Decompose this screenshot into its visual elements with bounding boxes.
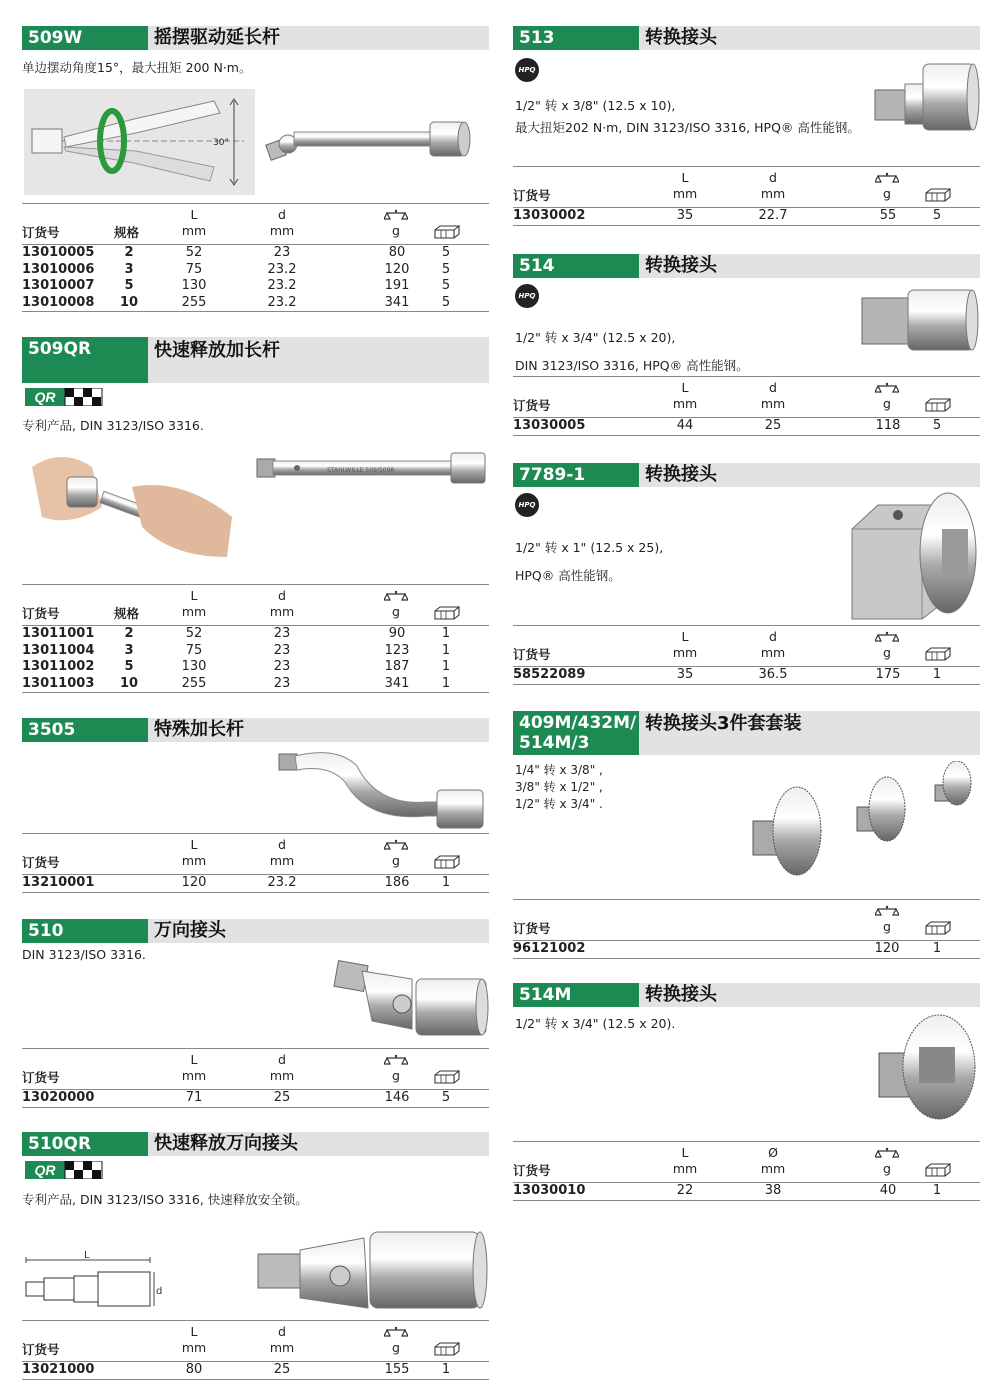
col-order: 订货号 bbox=[22, 855, 60, 870]
dim-d-label: d bbox=[156, 1286, 163, 1297]
section-3505 bbox=[22, 718, 489, 898]
cell-order-number: 13030005 bbox=[513, 418, 586, 433]
col-weight-unit: g bbox=[392, 853, 400, 868]
cell-weight: 155 bbox=[384, 1362, 410, 1377]
col-spec: 规格 bbox=[114, 606, 140, 621]
col-weight-unit: g bbox=[392, 223, 400, 238]
col-weight-unit: g bbox=[883, 396, 891, 411]
package-icon bbox=[434, 1070, 460, 1084]
cell-order-number: 13010007 bbox=[22, 278, 95, 293]
weight-icon bbox=[384, 1326, 408, 1340]
col-diameter-unit: mm bbox=[760, 1161, 786, 1176]
table-row bbox=[513, 1183, 980, 1200]
col-l: L bbox=[681, 1145, 689, 1160]
col-l: L bbox=[681, 170, 689, 185]
qr-logo-icon bbox=[25, 1161, 103, 1179]
cell-order-number: 13011003 bbox=[22, 675, 95, 691]
section-7789-1 bbox=[513, 463, 980, 693]
col-order: 订货号 bbox=[22, 1070, 60, 1085]
col-l: L bbox=[190, 588, 198, 603]
product-title: 转换接头3件套套装 bbox=[645, 713, 802, 734]
cell-order-number: 58522089 bbox=[513, 667, 586, 682]
product-title: 转换接头 bbox=[645, 984, 717, 1005]
spec-table bbox=[513, 1141, 980, 1201]
cell-spec: 5 bbox=[124, 659, 134, 674]
cell-diameter: 23.2 bbox=[267, 875, 297, 890]
cell-weight: 40 bbox=[879, 1183, 897, 1198]
table-body bbox=[22, 875, 489, 893]
cell-diameter: 36.5 bbox=[758, 667, 788, 682]
package-icon bbox=[925, 398, 951, 412]
cell-length: 71 bbox=[185, 1090, 203, 1105]
col-d-unit: mm bbox=[760, 645, 786, 660]
cell-package-qty: 5 bbox=[441, 245, 451, 260]
product-title: 转换接头 bbox=[645, 27, 717, 48]
cell-spec: 2 bbox=[124, 626, 134, 641]
package-icon bbox=[434, 606, 460, 620]
qr-logo-icon bbox=[25, 388, 103, 406]
col-d-unit: mm bbox=[269, 604, 295, 619]
cell-order-number: 13010008 bbox=[22, 294, 95, 310]
product-code: 513 bbox=[513, 26, 639, 50]
package-icon bbox=[925, 1163, 951, 1177]
cell-diameter: 23 bbox=[273, 675, 291, 691]
col-order: 订货号 bbox=[513, 398, 551, 413]
col-l-unit: mm bbox=[181, 1068, 207, 1083]
table-row bbox=[513, 941, 980, 958]
col-weight-unit: g bbox=[883, 1161, 891, 1176]
col-l: L bbox=[190, 1052, 198, 1067]
cell-diameter: 23 bbox=[273, 659, 291, 674]
cell-weight: 341 bbox=[384, 675, 410, 691]
cell-order-number: 13010006 bbox=[22, 261, 95, 277]
spec-table bbox=[513, 899, 980, 959]
cell-diameter: 25 bbox=[273, 1090, 291, 1105]
package-icon bbox=[434, 1342, 460, 1356]
col-d: d bbox=[769, 170, 777, 185]
swing-diagram bbox=[24, 89, 255, 195]
cell-spec: 10 bbox=[119, 675, 139, 691]
cell-length: 120 bbox=[181, 875, 207, 890]
dimension-drawing bbox=[22, 1248, 172, 1318]
adapter-image bbox=[848, 489, 980, 623]
cell-weight: 80 bbox=[388, 245, 406, 260]
col-l-unit: mm bbox=[181, 1340, 207, 1355]
table-body bbox=[22, 1090, 489, 1108]
col-l-unit: mm bbox=[672, 186, 698, 201]
cell-spec: 3 bbox=[124, 642, 134, 658]
table-header bbox=[22, 1048, 489, 1090]
table-row bbox=[22, 295, 489, 312]
col-l: L bbox=[681, 629, 689, 644]
weight-icon bbox=[875, 631, 899, 645]
brand-engraving: STAHLWILLE 509/509R bbox=[327, 467, 395, 474]
col-d: d bbox=[278, 1052, 286, 1067]
product-code-line2: 514M/3 bbox=[519, 733, 590, 753]
table-row bbox=[22, 659, 489, 676]
cell-order-number: 13030002 bbox=[513, 208, 586, 223]
svg-text:QR: QR bbox=[34, 1162, 56, 1178]
table-row bbox=[22, 676, 489, 693]
col-weight-unit: g bbox=[883, 186, 891, 201]
table-header bbox=[22, 833, 489, 875]
table-header bbox=[513, 625, 980, 667]
table-body bbox=[513, 1183, 980, 1201]
col-l-unit: mm bbox=[672, 645, 698, 660]
cell-length: 52 bbox=[185, 626, 203, 641]
package-icon bbox=[434, 225, 460, 239]
table-row bbox=[22, 875, 489, 892]
product-desc: DIN 3123/ISO 3316. bbox=[22, 947, 146, 962]
col-order: 订货号 bbox=[513, 1163, 551, 1178]
table-row bbox=[513, 418, 980, 435]
cell-package-qty: 5 bbox=[441, 1090, 451, 1105]
col-order: 订货号 bbox=[22, 606, 60, 621]
cell-package-qty: 1 bbox=[441, 626, 451, 641]
cell-diameter: 23 bbox=[273, 642, 291, 658]
hpq-logo-icon: HPQ bbox=[515, 284, 539, 308]
cell-diameter: 22.7 bbox=[758, 208, 788, 223]
table-header bbox=[513, 899, 980, 941]
table-row bbox=[513, 208, 980, 225]
spec-table bbox=[513, 376, 980, 436]
cell-length: 130 bbox=[181, 278, 207, 293]
cell-weight: 120 bbox=[874, 941, 900, 956]
col-d-unit: mm bbox=[269, 1068, 295, 1083]
cell-order-number: 13210001 bbox=[22, 875, 95, 890]
weight-icon bbox=[875, 172, 899, 186]
cell-length: 255 bbox=[181, 294, 207, 310]
cell-weight: 55 bbox=[879, 208, 897, 223]
cell-package-qty: 1 bbox=[441, 675, 451, 691]
table-row bbox=[22, 626, 489, 643]
col-l-unit: mm bbox=[181, 223, 207, 238]
cell-weight: 341 bbox=[384, 294, 410, 310]
qr-universal-joint-image bbox=[254, 1224, 489, 1314]
table-body bbox=[22, 245, 489, 312]
product-desc: 专利产品, DIN 3123/ISO 3316, 快速释放安全锁。 bbox=[22, 1192, 308, 1207]
table-row bbox=[22, 643, 489, 660]
section-510qr bbox=[22, 1132, 489, 1392]
col-d: d bbox=[769, 629, 777, 644]
size-desc: 1/2" 转 x 1" (12.5 x 25), bbox=[515, 540, 664, 555]
table-header bbox=[513, 166, 980, 208]
cell-diameter: 23.2 bbox=[267, 278, 297, 293]
col-diameter: Ø bbox=[768, 1145, 778, 1160]
col-d-unit: mm bbox=[760, 396, 786, 411]
cell-weight: 90 bbox=[388, 626, 406, 641]
cell-package-qty: 5 bbox=[932, 418, 942, 433]
cell-weight: 123 bbox=[384, 642, 410, 658]
cell-package-qty: 1 bbox=[441, 875, 451, 890]
product-code: 514 bbox=[513, 254, 639, 278]
col-d-unit: mm bbox=[269, 853, 295, 868]
cell-length: 75 bbox=[185, 642, 203, 658]
col-d: d bbox=[278, 207, 286, 222]
hand-demo-image bbox=[22, 447, 240, 562]
table-header bbox=[22, 203, 489, 245]
col-l-unit: mm bbox=[672, 396, 698, 411]
cell-order-number: 13030010 bbox=[513, 1183, 586, 1198]
col-d-unit: mm bbox=[269, 223, 295, 238]
weight-icon bbox=[384, 1054, 408, 1068]
cell-spec: 10 bbox=[119, 294, 139, 310]
section-510 bbox=[22, 919, 489, 1109]
product-code: 514M bbox=[513, 983, 639, 1007]
package-icon bbox=[925, 921, 951, 935]
table-header bbox=[513, 1141, 980, 1183]
cell-package-qty: 5 bbox=[441, 294, 451, 310]
universal-joint-image bbox=[332, 949, 489, 1044]
col-weight-unit: g bbox=[392, 1340, 400, 1355]
cell-weight: 175 bbox=[875, 667, 901, 682]
table-body bbox=[513, 941, 980, 959]
package-icon bbox=[925, 188, 951, 202]
table-row bbox=[22, 245, 489, 262]
cell-order-number: 96121002 bbox=[513, 941, 586, 956]
col-weight-unit: g bbox=[883, 645, 891, 660]
spec-table bbox=[513, 625, 980, 685]
cell-order-number: 13011001 bbox=[22, 626, 95, 641]
cell-diameter: 23 bbox=[273, 626, 291, 641]
cell-spec: 5 bbox=[124, 278, 134, 293]
col-order: 订货号 bbox=[22, 1342, 60, 1357]
section-514 bbox=[513, 254, 980, 444]
cell-package-qty: 5 bbox=[441, 261, 451, 277]
weight-icon bbox=[384, 839, 408, 853]
col-order: 订货号 bbox=[513, 647, 551, 662]
cell-diameter: 25 bbox=[273, 1362, 291, 1377]
cell-package-qty: 5 bbox=[441, 278, 451, 293]
adapter-image bbox=[858, 286, 980, 356]
product-code: 509W bbox=[22, 26, 148, 50]
cell-length: 35 bbox=[676, 208, 694, 223]
product-code: 510 bbox=[22, 919, 148, 943]
col-spec: 规格 bbox=[114, 225, 140, 240]
package-icon bbox=[925, 647, 951, 661]
col-order: 订货号 bbox=[513, 921, 551, 936]
cell-package-qty: 1 bbox=[932, 1183, 942, 1198]
col-l-unit: mm bbox=[672, 1161, 698, 1176]
cell-weight: 120 bbox=[384, 261, 410, 277]
hpq-logo-icon: HPQ bbox=[515, 58, 539, 82]
table-row bbox=[22, 278, 489, 295]
col-weight-unit: g bbox=[392, 604, 400, 619]
adapter-image bbox=[873, 56, 980, 136]
size-line-2: 3/8" 转 x 1/2" , bbox=[515, 780, 603, 794]
weight-icon bbox=[875, 905, 899, 919]
spec-table bbox=[513, 166, 980, 226]
col-d: d bbox=[769, 380, 777, 395]
cell-order-number: 13021000 bbox=[22, 1362, 95, 1377]
product-title: 摇摆驱动延长杆 bbox=[154, 27, 280, 48]
product-title: 转换接头 bbox=[645, 464, 717, 485]
product-title: 转换接头 bbox=[645, 255, 717, 276]
table-row bbox=[22, 1362, 489, 1379]
table-header bbox=[22, 1320, 489, 1362]
cell-order-number: 13010005 bbox=[22, 245, 95, 260]
table-body bbox=[513, 418, 980, 436]
product-desc: 最大扭矩202 N·m, DIN 3123/ISO 3316, HPQ® 高性能钢。 bbox=[515, 120, 860, 135]
cell-diameter: 38 bbox=[764, 1183, 782, 1198]
cell-length: 52 bbox=[185, 245, 203, 260]
cell-length: 75 bbox=[185, 261, 203, 277]
weight-icon bbox=[384, 209, 408, 223]
cell-package-qty: 1 bbox=[441, 659, 451, 674]
product-title: 万向接头 bbox=[154, 920, 226, 941]
adapter-set-image bbox=[745, 761, 980, 891]
col-l-unit: mm bbox=[181, 853, 207, 868]
package-icon bbox=[434, 855, 460, 869]
table-header bbox=[22, 584, 489, 626]
table-body bbox=[513, 208, 980, 226]
adapter-image bbox=[875, 1013, 980, 1125]
product-title: 快速释放万向接头 bbox=[154, 1133, 298, 1154]
table-body bbox=[22, 626, 489, 693]
section-514m bbox=[513, 983, 980, 1213]
col-order: 订货号 bbox=[513, 188, 551, 203]
col-d: d bbox=[278, 588, 286, 603]
cell-package-qty: 5 bbox=[932, 208, 942, 223]
cell-length: 44 bbox=[676, 418, 694, 433]
table-body bbox=[513, 667, 980, 685]
cell-weight: 118 bbox=[875, 418, 901, 433]
col-d-unit: mm bbox=[760, 186, 786, 201]
col-weight-unit: g bbox=[392, 1068, 400, 1083]
cell-length: 22 bbox=[676, 1183, 694, 1198]
cell-package-qty: 1 bbox=[441, 1362, 451, 1377]
table-body bbox=[22, 1362, 489, 1380]
cell-package-qty: 1 bbox=[932, 667, 942, 682]
product-code-line1: 409M/432M/ bbox=[519, 713, 637, 733]
cell-order-number: 13011004 bbox=[22, 642, 95, 658]
cell-length: 35 bbox=[676, 667, 694, 682]
cell-weight: 146 bbox=[384, 1090, 410, 1105]
size-line-3: 1/2" 转 x 3/4" . bbox=[515, 797, 603, 811]
col-l: L bbox=[190, 1324, 198, 1339]
spec-table bbox=[22, 1320, 489, 1380]
col-order: 订货号 bbox=[22, 225, 60, 240]
size-line-1: 1/4" 转 x 3/8" , bbox=[515, 763, 603, 777]
section-509w bbox=[22, 26, 489, 316]
angle-label: 30° bbox=[213, 138, 229, 148]
cell-spec: 3 bbox=[124, 261, 134, 277]
col-l: L bbox=[190, 207, 198, 222]
section-509qr bbox=[22, 337, 489, 697]
size-desc: 1/2" 转 x 3/4" (12.5 x 20). bbox=[515, 1016, 676, 1031]
size-desc: 1/2" 转 x 3/8" (12.5 x 10), bbox=[515, 98, 676, 113]
col-l: L bbox=[190, 837, 198, 852]
product-desc: DIN 3123/ISO 3316, HPQ® 高性能钢。 bbox=[515, 358, 749, 373]
size-desc: 1/2" 转 x 3/4" (12.5 x 20), bbox=[515, 330, 676, 345]
product-code: 7789-1 bbox=[513, 463, 639, 487]
weight-icon bbox=[384, 590, 408, 604]
spec-table bbox=[22, 833, 489, 893]
svg-text:QR: QR bbox=[34, 389, 56, 405]
table-row bbox=[22, 1090, 489, 1107]
product-code: 510QR bbox=[22, 1132, 148, 1156]
extension-bar-image bbox=[262, 96, 489, 176]
qr-extension-image bbox=[255, 449, 489, 489]
cell-diameter: 25 bbox=[764, 418, 782, 433]
col-weight-unit: g bbox=[883, 919, 891, 934]
cell-spec: 2 bbox=[124, 245, 134, 260]
cell-weight: 186 bbox=[384, 875, 410, 890]
table-row bbox=[22, 262, 489, 279]
spec-table bbox=[22, 1048, 489, 1108]
section-409m-set bbox=[513, 711, 980, 961]
col-d: d bbox=[278, 837, 286, 852]
product-code: 509QR bbox=[22, 337, 148, 383]
product-desc: 专利产品, DIN 3123/ISO 3316. bbox=[22, 418, 204, 433]
spec-table bbox=[22, 203, 489, 312]
product-desc: HPQ® 高性能钢。 bbox=[515, 568, 621, 583]
cell-length: 80 bbox=[185, 1362, 203, 1377]
table-row bbox=[513, 667, 980, 684]
cell-order-number: 13011002 bbox=[22, 659, 95, 674]
cell-diameter: 23 bbox=[273, 245, 291, 260]
cell-package-qty: 1 bbox=[441, 642, 451, 658]
col-d: d bbox=[278, 1324, 286, 1339]
table-header bbox=[513, 376, 980, 418]
cell-length: 255 bbox=[181, 675, 207, 691]
cell-diameter: 23.2 bbox=[267, 261, 297, 277]
section-513 bbox=[513, 26, 980, 236]
product-title: 快速释放加长杆 bbox=[154, 340, 280, 361]
col-l: L bbox=[681, 380, 689, 395]
product-code bbox=[513, 711, 639, 755]
spec-table bbox=[22, 584, 489, 693]
product-title: 特殊加长杆 bbox=[154, 719, 244, 740]
cell-weight: 187 bbox=[384, 659, 410, 674]
product-desc: 单边摆动角度15°，最大扭矩 200 N·m。 bbox=[22, 60, 252, 75]
cell-length: 130 bbox=[181, 659, 207, 674]
cell-weight: 191 bbox=[384, 278, 410, 293]
col-d-unit: mm bbox=[269, 1340, 295, 1355]
hpq-logo-icon: HPQ bbox=[515, 493, 539, 517]
cell-package-qty: 1 bbox=[932, 941, 942, 956]
col-l-unit: mm bbox=[181, 604, 207, 619]
dim-l-label: L bbox=[84, 1250, 90, 1261]
offset-bar-image bbox=[277, 746, 489, 830]
weight-icon bbox=[875, 382, 899, 396]
cell-order-number: 13020000 bbox=[22, 1090, 95, 1105]
cell-diameter: 23.2 bbox=[267, 294, 297, 310]
product-code: 3505 bbox=[22, 718, 148, 742]
weight-icon bbox=[875, 1147, 899, 1161]
